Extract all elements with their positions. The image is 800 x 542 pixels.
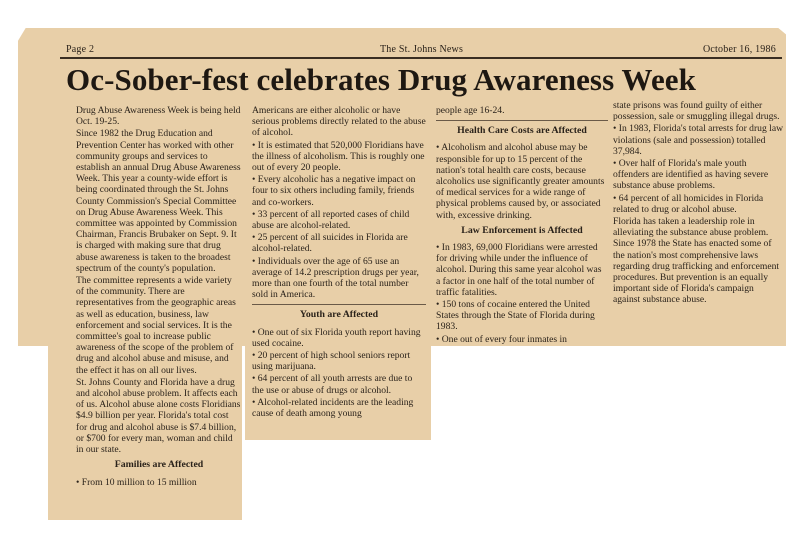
article-column-3 [436, 105, 608, 346]
paragraph: • 20 percent of high school seniors report using marijuana. [252, 350, 411, 373]
paragraph: Americans are either alcoholic or have serious problems directly related to the abuse of alcohol. [252, 105, 426, 139]
paragraph: • 33 percent of all reported cases of child abuse are alcohol-related. [252, 208, 410, 232]
paragraph: St. Johns County and Florida have a drug and alcohol abuse problem. It affects each of us. Alcohol abuse alone costs Floridians $4.9 billion per year. Florida's total cost for drug and alcohol abuse is $7.4 billion, or $700 for every man, woman and child in our state. [76, 376, 241, 456]
issue-date: October 16, 1986 [703, 44, 776, 55]
paragraph: Since 1982 the Drug Education and Prevention Center has worked with other community groups and services to establish an annual Drug Abuse Awareness Week. This year a county-wide effort is being coordinated through the St. Johns County Commission's Special Committee on Drug Abuse Awareness Week. This committee was appointed by Commission Chairman, Francis Brubaker on Sept. 9. It is charged with making sure that drug abuse awareness is taken to the broadest spectrum of the county's population. [76, 128, 241, 274]
paragraph: • 25 percent of all suicides in Florida are alcohol-related. [252, 232, 408, 255]
article-headline: Oc-Sober-fest celebrates Drug Awareness Week [66, 62, 697, 97]
section-heading: Families are Affected [114, 459, 204, 471]
paragraph: state prisons was found guilty of either possession, sale or smuggling illegal drugs. [613, 100, 780, 123]
section-heading: Health Care Costs are Affected [436, 120, 608, 136]
paragraph: • Individuals over the age of 65 use an average of 14.2 prescription drugs per year, more than one fourth of the total number sold in America. [252, 255, 419, 301]
paragraph: • It is estimated that 520,000 Floridians have the illness of alcoholism. This is roughly one out of every 20 people. [252, 139, 425, 174]
section-heading: Law Enforcement is Affected [461, 224, 583, 236]
article-column-1 [76, 105, 242, 489]
paragraph: • Over half of Florida's male youth offenders are identified as having severe substance abuse problems. [613, 158, 769, 192]
header-rule [60, 57, 782, 59]
paragraph: people age 16-24. [436, 105, 505, 116]
paragraph: • Alcohol-related incidents are the leading cause of death among young [252, 396, 414, 420]
page-number: Page 2 [66, 44, 95, 55]
paragraph: • 64 percent of all homicides in Florida related to drug or alcohol abuse. [613, 192, 764, 215]
paragraph: Drug Abuse Awareness Week is being held Oct. 19-25. [76, 105, 241, 128]
newspaper-name: The St. Johns News [380, 44, 464, 55]
paragraph: Florida has taken a leadership role in alleviating the substance abuse problem. Since 1978 the State has enacted some of the nation's most comprehensive laws regarding drug trafficking and enforcement procedures. But prevention is an equally important side of Florida's campaign against substance abuse. [613, 216, 780, 306]
article-column-4 [613, 100, 783, 307]
paragraph: • In 1983, 69,000 Floridians were arrested for driving while under the influence of alcohol. During this same year alcohol was a factor in one half of the total number of traffic fatalities. [436, 242, 602, 298]
paragraph: The committee represents a wide variety of the community. There are representatives from the geographic areas as well as education, business, law enforcement and social services. It is the committee's goal to increase public awareness of the scope of the problem of drug and alcohol abuse and misuse, and the effect it has on all our lives. [76, 275, 236, 376]
paragraph: • From 10 million to 15 million [76, 476, 197, 488]
paragraph: • In 1983, Florida's total arrests for drug law violations (sale and possession) totalled 37,984. [613, 123, 784, 157]
paragraph: • One out of six Florida youth report having used cocaine. [252, 326, 421, 349]
paragraph: • Alcoholism and alcohol abuse may be responsible for up to 15 percent of the nation's total health care costs, because alcoholics use significantly greater amounts of medical services for a wide range of physical problems caused by, or associated with, excessive drinking. [436, 142, 605, 221]
paragraph: • 64 percent of all youth arrests are due to the use or abuse of drugs or alcohol. [252, 373, 413, 396]
article-column-2 [252, 105, 426, 420]
paragraph: • One out of every four inmates in [436, 333, 567, 345]
section-heading: Youth are Affected [252, 304, 426, 320]
paragraph: • Every alcoholic has a negative impact on four to six others including family, friends and co-workers. [252, 174, 416, 208]
paragraph: • 150 tons of cocaine entered the United States through the State of Florida during 1983. [436, 299, 595, 333]
